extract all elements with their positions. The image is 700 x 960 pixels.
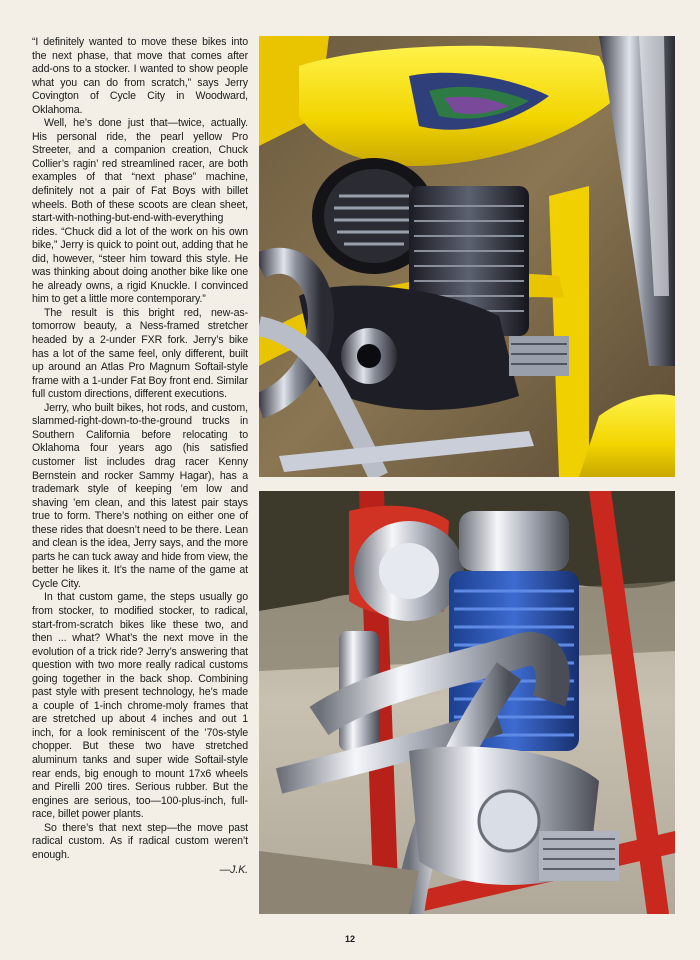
article-paragraph: “I definitely wanted to move these bikes into the next phase, that move that comes after add-ons to a stocker. I wanted to show people what you can do from scratch,” says Jerry Covington of Cycle City in Woodward, Oklahoma. [32,36,248,116]
article-paragraph: Well, he’s done just that—twice, actually. His personal ride, the pearl yellow Pro Streeter, and a companion creation, Chuck Collier’s ragin’ red streamlined racer, are both examples of that “next phase” machine, definitely not a pair of Fat Boys with billet wheels. Both of these scoots are clean sheet, start-with-nothing-but-end-with-everything rides. “Chuck did a lot of the work on his own bike,” Jerry is quick to point out, adding that he did, however, “steer him toward this style. He was thinking about doing another bike like one he already owns, a rigid Knuckle. I convinced him to get a little more contemporary.” [32,117,248,306]
article-column [32,36,248,878]
red-motorcycle-photo [259,491,675,914]
article-paragraph: In that custom game, the steps usually go from stocker, to modified stocker, to radical, start-from-scratch bikes like these two, and then ... what? What’s the next move in the evolution of a trick ride? Jerry’s answering that question with two more really radical customs going together in the back shop. Combining past style with present technology, he’s made a couple of 1-inch chrome-moly frames that are stretched up about 4 inches and out 1 inch, for a look reminiscent of the ’70s-style chopper. But these two have stretched aluminum tanks and super wide Softail-style rear ends, big enough to mount 17x6 wheels and Pirelli 200 tires. Serious rubber. But the engines are serious, too—100-plus-inch, full-race, billet power plants. [32,591,248,821]
article-paragraph: So there’s that next step—the move past radical custom. As if radical custom weren’t enough. [32,821,248,861]
author-byline: —J.K. [219,864,248,877]
article-paragraph: The result is this bright red, new-as-tomorrow beauty, a Ness-framed stretcher headed by a 2-under FXR fork. Jerry’s bike has a lot of the same feel, only different, built up around an Atlas Pro Magnum Softail-style frame with a 1-under Fat Boy front end. Similar full custom directions, different executions. [32,306,248,401]
page-number: 12 [344,934,355,944]
yellow-motorcycle-photo [259,36,675,477]
article-paragraph: Jerry, who built bikes, hot rods, and custom, slammed-right-down-to-the-ground trucks in Southern California before relocating to Oklahoma four years ago (his satisfied customer list includes drag racer Kenny Bernstein and rocker Sammy Hagar), has a trademark style of keeping ’em low and shaving ’em clean, and this latest pair stays true to form. There’s nothing on either one of these rides that doesn’t need to be there. Lean and clean is the idea, Jerry says, and the more parts he can tuck away and hide from view, the better he likes it. It’s the name of the game at Cycle City. [32,401,248,590]
